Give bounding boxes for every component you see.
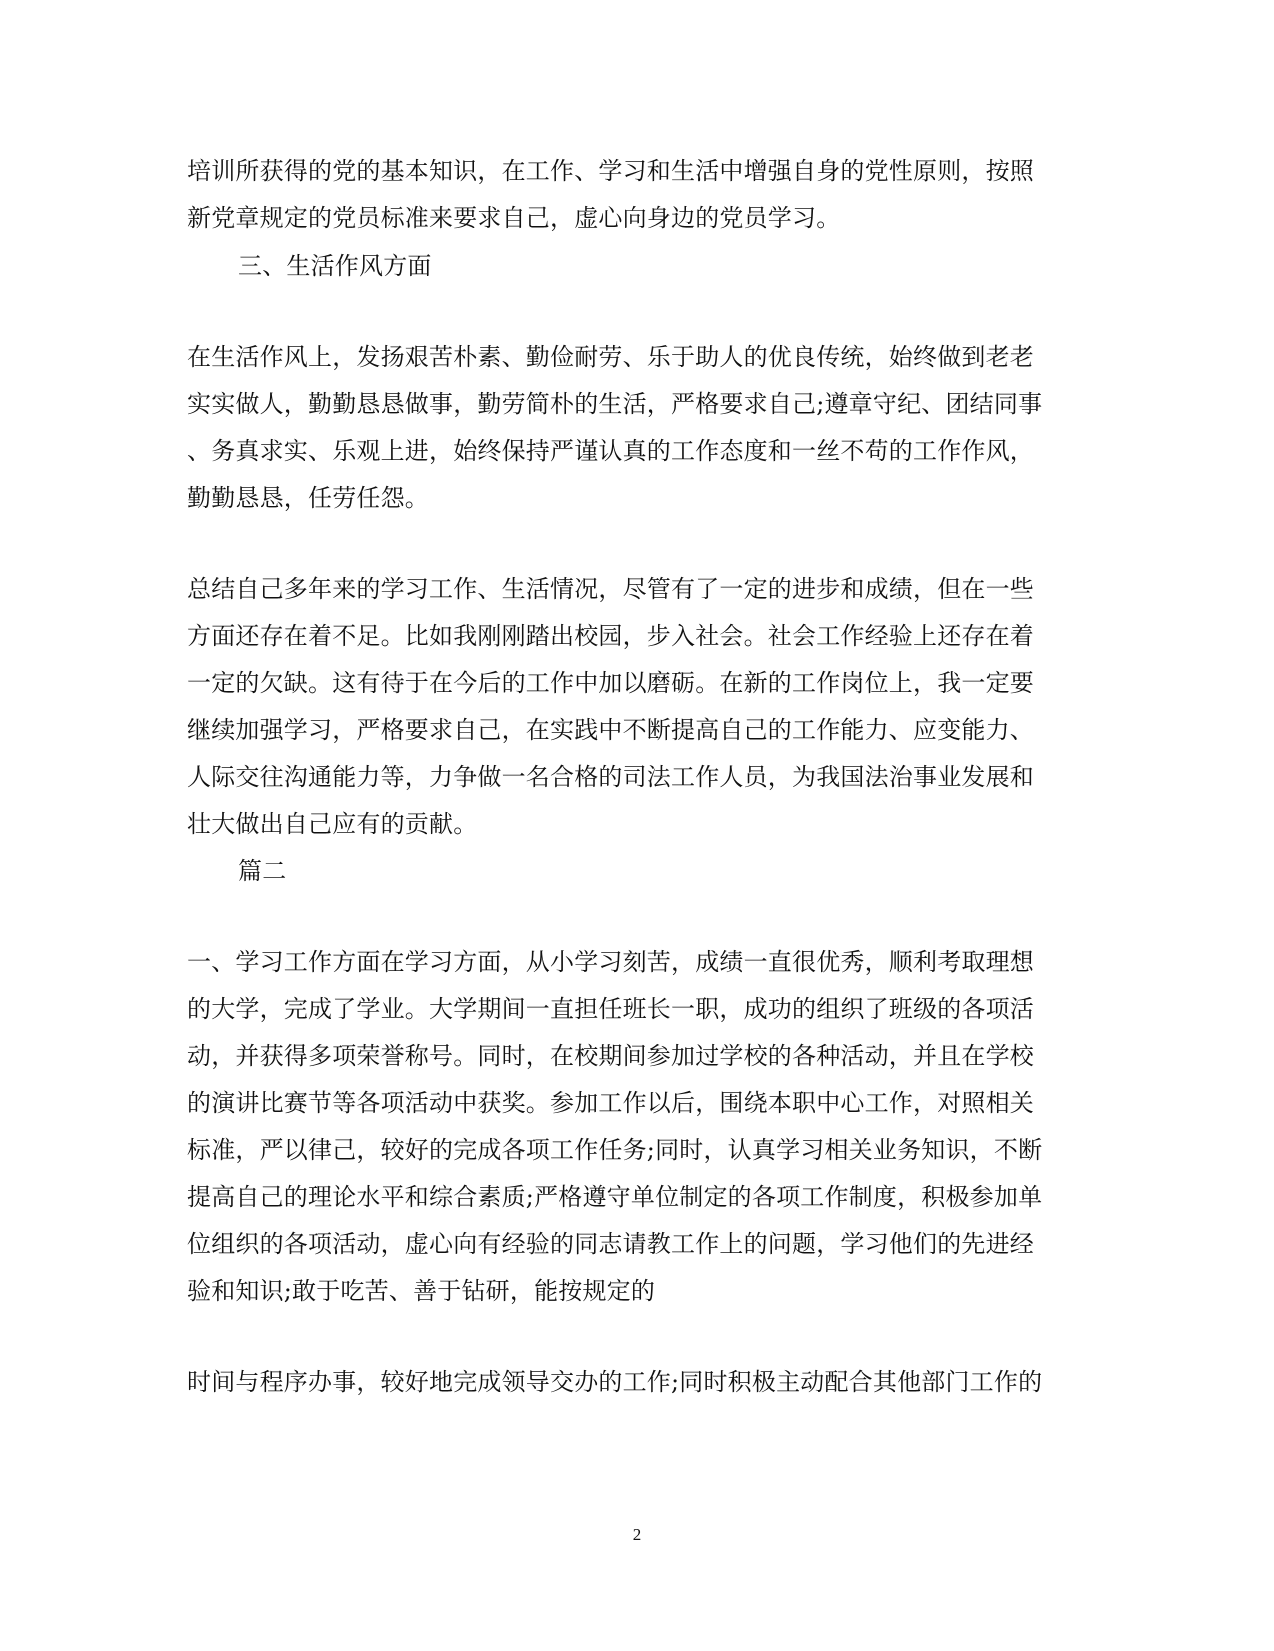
paragraph-1-line-2: 新党章规定的党员标准来要求自己，虚心向身边的党员学习。 bbox=[187, 204, 841, 232]
part-two-heading: 篇二 bbox=[238, 857, 287, 885]
paragraph-3-line-5: 人际交往沟通能力等，力争做一名合格的司法工作人员，为我国法治事业发展和 bbox=[187, 763, 1034, 791]
paragraph-4-line-5: 标准，严以律己，较好的完成各项工作任务;同时，认真学习相关业务知识，不断 bbox=[187, 1136, 1043, 1164]
paragraph-3-line-1: 总结自己多年来的学习工作、生活情况，尽管有了一定的进步和成绩，但在一些 bbox=[187, 575, 1034, 603]
paragraph-4-line-8: 验和知识;敢于吃苦、善于钻研，能按规定的 bbox=[187, 1277, 656, 1305]
paragraph-2-line-2: 实实做人，勤勤恳恳做事，勤劳简朴的生活，严格要求自己;遵章守纪、团结同事 bbox=[187, 390, 1043, 418]
paragraph-2-line-3: 、务真求实、乐观上进，始终保持严谨认真的工作态度和一丝不苟的工作作风， bbox=[187, 437, 1034, 465]
paragraph-5-line-1: 时间与程序办事，较好地完成领导交办的工作;同时积极主动配合其他部门工作的 bbox=[187, 1368, 1043, 1396]
paragraph-2-line-1: 在生活作风上，发扬艰苦朴素、勤俭耐劳、乐于助人的优良传统，始终做到老老 bbox=[187, 343, 1034, 371]
paragraph-2-line-4: 勤勤恳恳，任劳任怨。 bbox=[187, 484, 429, 512]
page-number: 2 bbox=[632, 1525, 642, 1544]
paragraph-4-line-6: 提高自己的理论水平和综合素质;严格遵守单位制定的各项工作制度，积极参加单 bbox=[187, 1183, 1043, 1211]
section-heading-3: 三、生活作风方面 bbox=[238, 252, 432, 280]
paragraph-4-line-3: 动，并获得多项荣誉称号。同时，在校期间参加过学校的各种活动，并且在学校 bbox=[187, 1042, 1034, 1070]
paragraph-3-line-3: 一定的欠缺。这有待于在今后的工作中加以磨砺。在新的工作岗位上，我一定要 bbox=[187, 669, 1034, 697]
paragraph-1-line-1: 培训所获得的党的基本知识，在工作、学习和生活中增强自身的党性原则，按照 bbox=[187, 157, 1034, 185]
paragraph-3-line-4: 继续加强学习，严格要求自己，在实践中不断提高自己的工作能力、应变能力、 bbox=[187, 716, 1034, 744]
paragraph-4-line-7: 位组织的各项活动，虚心向有经验的同志请教工作上的问题，学习他们的先进经 bbox=[187, 1230, 1034, 1258]
paragraph-4-line-2: 的大学，完成了学业。大学期间一直担任班长一职，成功的组织了班级的各项活 bbox=[187, 995, 1034, 1023]
paragraph-4-line-1: 一、学习工作方面在学习方面，从小学习刻苦，成绩一直很优秀，顺利考取理想 bbox=[187, 948, 1034, 976]
paragraph-3-line-6: 壮大做出自己应有的贡献。 bbox=[187, 810, 478, 838]
paragraph-4-line-4: 的演讲比赛节等各项活动中获奖。参加工作以后，围绕本职中心工作，对照相关 bbox=[187, 1089, 1034, 1117]
paragraph-3-line-2: 方面还存在着不足。比如我刚刚踏出校园，步入社会。社会工作经验上还存在着 bbox=[187, 622, 1034, 650]
